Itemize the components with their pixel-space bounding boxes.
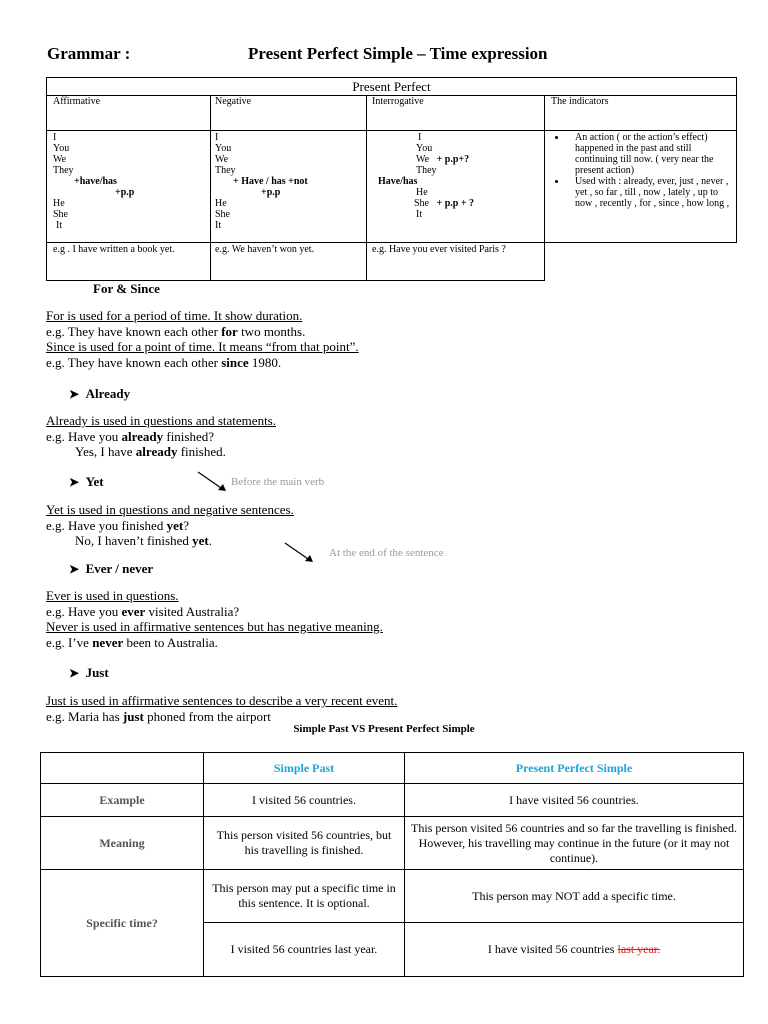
cell-specific-pp: This person may NOT add a specific time. — [405, 870, 744, 923]
col-header-affirmative: Affirmative — [53, 96, 101, 107]
col-header-negative: Negative — [215, 96, 252, 107]
example-negative: e.g. We haven’t won yet. — [215, 244, 315, 255]
cell-meaning-sp: This person visited 56 countries, but his travelling is finished. — [204, 817, 405, 870]
already-heading: ➤ Already — [69, 386, 131, 401]
example-affirmative: e.g . I have written a book yet. — [53, 244, 175, 255]
col-simple-past: Simple Past — [204, 753, 405, 784]
cell-example-sp: I visited 56 countries. — [204, 784, 405, 817]
indicator-item: • Used with : already, ever, just , never , yet , so far , till , now , lately , up to now , recently , for , since , how long , — [567, 176, 733, 209]
yet-note-before-verb: Before the main verb — [231, 476, 325, 488]
col-present-perfect: Present Perfect Simple — [405, 753, 744, 784]
cell-specific-pp-example: I have visited 56 countries last year. — [405, 923, 744, 977]
already-section: Already is used in questions and statements. e.g. Have you already finished? Yes, I have already finished. — [46, 413, 276, 459]
cell-specific-sp-example: I visited 56 countries last year. — [204, 923, 405, 977]
affirmative-formula: I You We They +have/has +p.p He She It — [53, 132, 135, 231]
arrow-bullet-icon: ➤ — [69, 666, 80, 680]
arrow-bullet-icon: ➤ — [69, 387, 80, 401]
comparison-table — [40, 752, 744, 977]
interrogative-formula: I You We + p.p+? They Have/has He She + p.p + ? It — [378, 132, 475, 220]
for-since-heading: For & Since — [93, 281, 160, 296]
cell-meaning-pp: This person visited 56 countries and so far the travelling is finished. However, his travelling may continue in the future (or it may not continue). — [405, 817, 744, 870]
indicators-list — [553, 132, 733, 209]
page-title: Present Perfect Simple – Time expression — [248, 44, 548, 63]
yet-section: Yet is used in questions and negative sentences. e.g. Have you finished yet? No, I haven’t finished yet. — [46, 502, 294, 548]
pointer-arrow-icon — [196, 470, 230, 494]
cell-specific-sp: This person may put a specific time in this sentence. It is optional. — [204, 870, 405, 923]
ever-never-heading: ➤ Ever / never — [69, 561, 154, 576]
comparison-title: Simple Past VS Present Perfect Simple — [293, 723, 475, 735]
table-title: Present Perfect — [352, 79, 431, 94]
arrow-bullet-icon: ➤ — [69, 562, 80, 576]
negative-formula: I You We They + Have / has +not +p.p He She It — [215, 132, 308, 231]
yet-note-end-sentence: At the end of the sentence — [329, 547, 444, 559]
just-section: Just is used in affirmative sentences to describe a very recent event. e.g. Maria has just phoned from the airport — [46, 693, 398, 724]
arrow-bullet-icon: ➤ — [69, 475, 80, 489]
just-heading: ➤ Just — [69, 665, 109, 680]
pointer-arrow-icon — [283, 541, 317, 565]
row-label-meaning: Meaning — [41, 817, 204, 870]
yet-heading: ➤ Yet — [69, 474, 104, 489]
row-label-example: Example — [41, 784, 204, 817]
indicator-item: • An action ( or the action’s effect) happened in the past and still continuing till now. ( very near the present action) — [567, 132, 733, 176]
col-header-indicators: The indicators — [551, 96, 609, 107]
cell-example-pp: I have visited 56 countries. — [405, 784, 744, 817]
for-since-section: For is used for a period of time. It show duration. e.g. They have known each other for two months. Since is used for a point of time. It means “from that point”. e.g. They have known each other since 1980. — [46, 308, 359, 370]
example-interrogative: e.g. Have you ever visited Paris ? — [372, 244, 506, 255]
row-label-specific-time: Specific time? — [41, 870, 204, 977]
col-header-interrogative: Interrogative — [372, 96, 424, 107]
ever-never-section: Ever is used in questions. e.g. Have you ever visited Australia? Never is used in affirmative sentences but has negative meaning. e.g. I’ve never been to Australia. — [46, 588, 383, 650]
grammar-label: Grammar : — [47, 44, 131, 63]
present-perfect-table — [46, 77, 737, 281]
